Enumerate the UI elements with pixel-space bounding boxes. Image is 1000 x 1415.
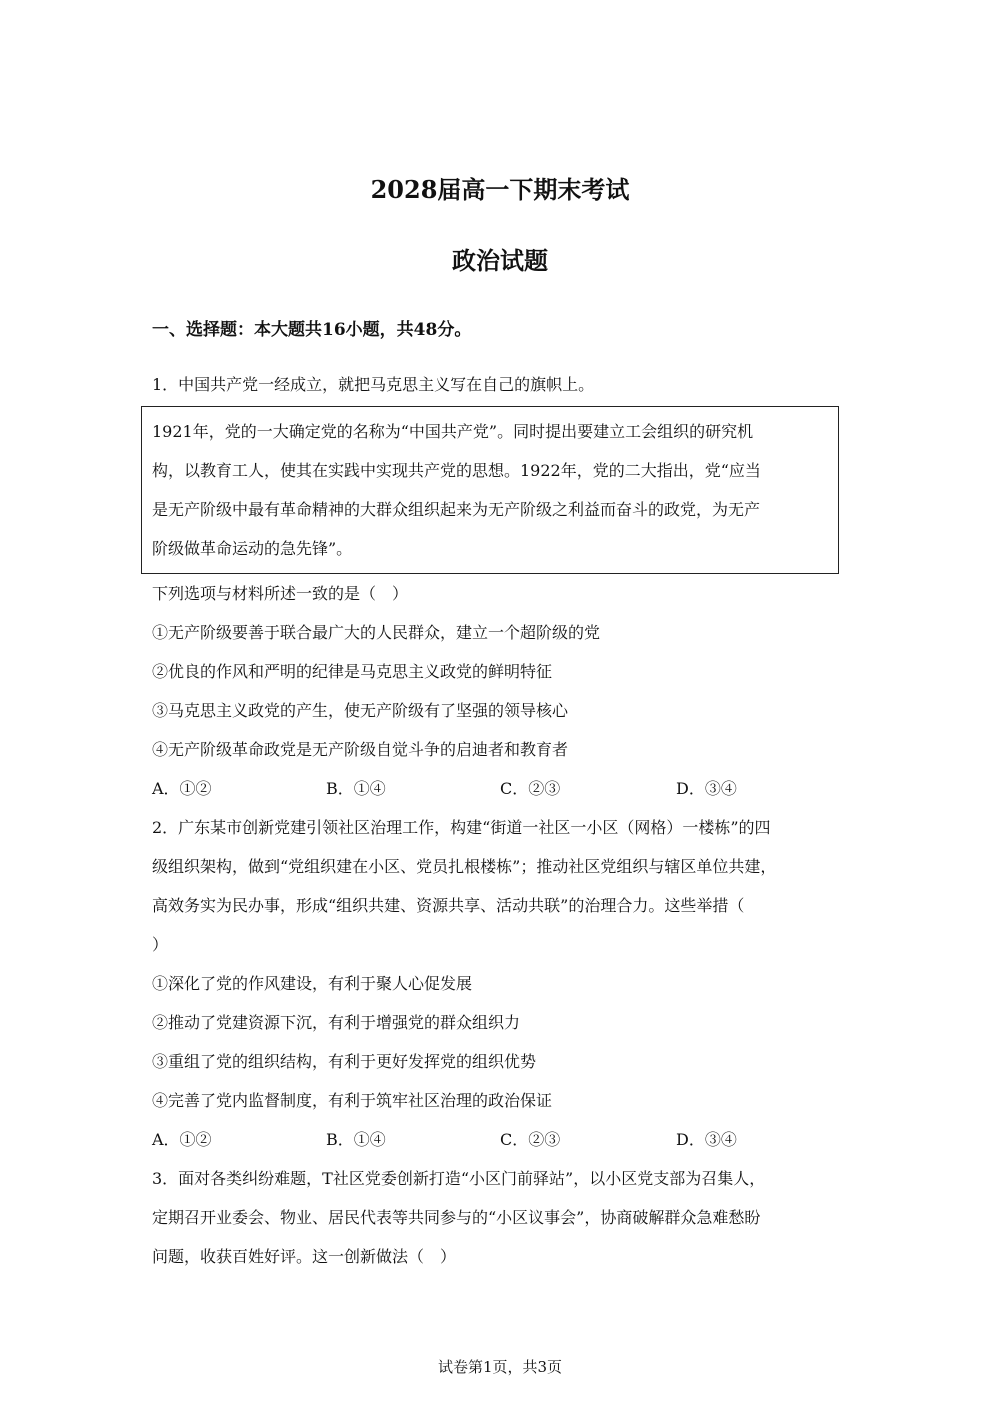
section-heading: 一、选择题：本大题共16小题，共48分。 xyxy=(152,320,472,340)
question-2-option-d: D．③④ xyxy=(676,1130,737,1149)
question-3-stem: 3．面对各类纠纷难题，T社区党委创新打造“小区门前驿站”，以小区党支部为召集人， xyxy=(152,1169,766,1188)
question-2-stem: 2．广东某市创新党建引领社区治理工作，构建“街道一社区一小区（网格）一楼栋”的四 xyxy=(152,818,771,837)
question-3-stem: 问题，收获百姓好评。这一创新做法（ ） xyxy=(152,1247,457,1266)
question-2-option-c: C．②③ xyxy=(500,1130,561,1149)
question-1-statement-2: ②优良的作风和严明的纪律是马克思主义政党的鲜明特征 xyxy=(152,662,553,681)
question-1-statement-4: ④无产阶级革命政党是无产阶级自觉斗争的启迪者和教育者 xyxy=(152,740,569,759)
exam-subtitle: 政治试题 xyxy=(452,246,548,275)
question-1-prompt: 下列选项与材料所述一致的是（ ） xyxy=(152,584,409,603)
question-1-statement-1: ①无产阶级要善于联合最广大的人民群众，建立一个超阶级的党 xyxy=(152,623,601,642)
question-2-statement-3: ③重组了党的组织结构，有利于更好发挥党的组织优势 xyxy=(152,1052,537,1071)
question-2-statement-4: ④完善了党内监督制度，有利于筑牢社区治理的政治保证 xyxy=(152,1091,553,1110)
question-1-stem: 1．中国共产党一经成立，就把马克思主义写在自己的旗帜上。 xyxy=(152,375,595,394)
question-3-stem: 定期召开业委会、物业、居民代表等共同参与的“小区议事会”，协商破解群众急难愁盼 xyxy=(152,1208,761,1227)
question-2-option-b: B．①④ xyxy=(326,1130,386,1149)
question-2-statement-2: ②推动了党建资源下沉，有利于增强党的群众组织力 xyxy=(152,1013,521,1032)
question-2-stem: 高效务实为民办事，形成“组织共建、资源共享、活动共联”的治理合力。这些举措（ xyxy=(152,896,745,915)
question-1-option-d: D．③④ xyxy=(676,779,737,798)
material-line: 1921年，党的一大确定党的名称为“中国共产党”。同时提出要建立工会组织的研究机 xyxy=(152,422,754,441)
material-line: 构，以教育工人，使其在实践中实现共产党的思想。1922年，党的二大指出，党“应当 xyxy=(152,461,761,480)
question-2-stem: 级组织架构，做到“党组织建在小区、党员扎根楼栋”；推动社区党组织与辖区单位共建， xyxy=(152,857,777,876)
question-1-option-b: B．①④ xyxy=(326,779,386,798)
question-1-option-c: C．②③ xyxy=(500,779,561,798)
question-1-option-a: A．①② xyxy=(152,779,212,798)
exam-title: 2028届高一下期末考试 xyxy=(370,175,630,204)
question-2-option-a: A．①② xyxy=(152,1130,212,1149)
material-line: 阶级做革命运动的急先锋”。 xyxy=(152,539,353,558)
question-2-statement-1: ①深化了党的作风建设，有利于聚人心促发展 xyxy=(152,974,473,993)
question-2-stem: ） xyxy=(152,935,169,954)
material-line: 是无产阶级中最有革命精神的大群众组织起来为无产阶级之利益而奋斗的政党，为无产 xyxy=(152,500,761,519)
question-1-statement-3: ③马克思主义政党的产生，使无产阶级有了坚强的领导核心 xyxy=(152,701,569,720)
question-1-material-box xyxy=(141,406,839,574)
page-footer: 试卷第1页，共3页 xyxy=(437,1358,563,1376)
